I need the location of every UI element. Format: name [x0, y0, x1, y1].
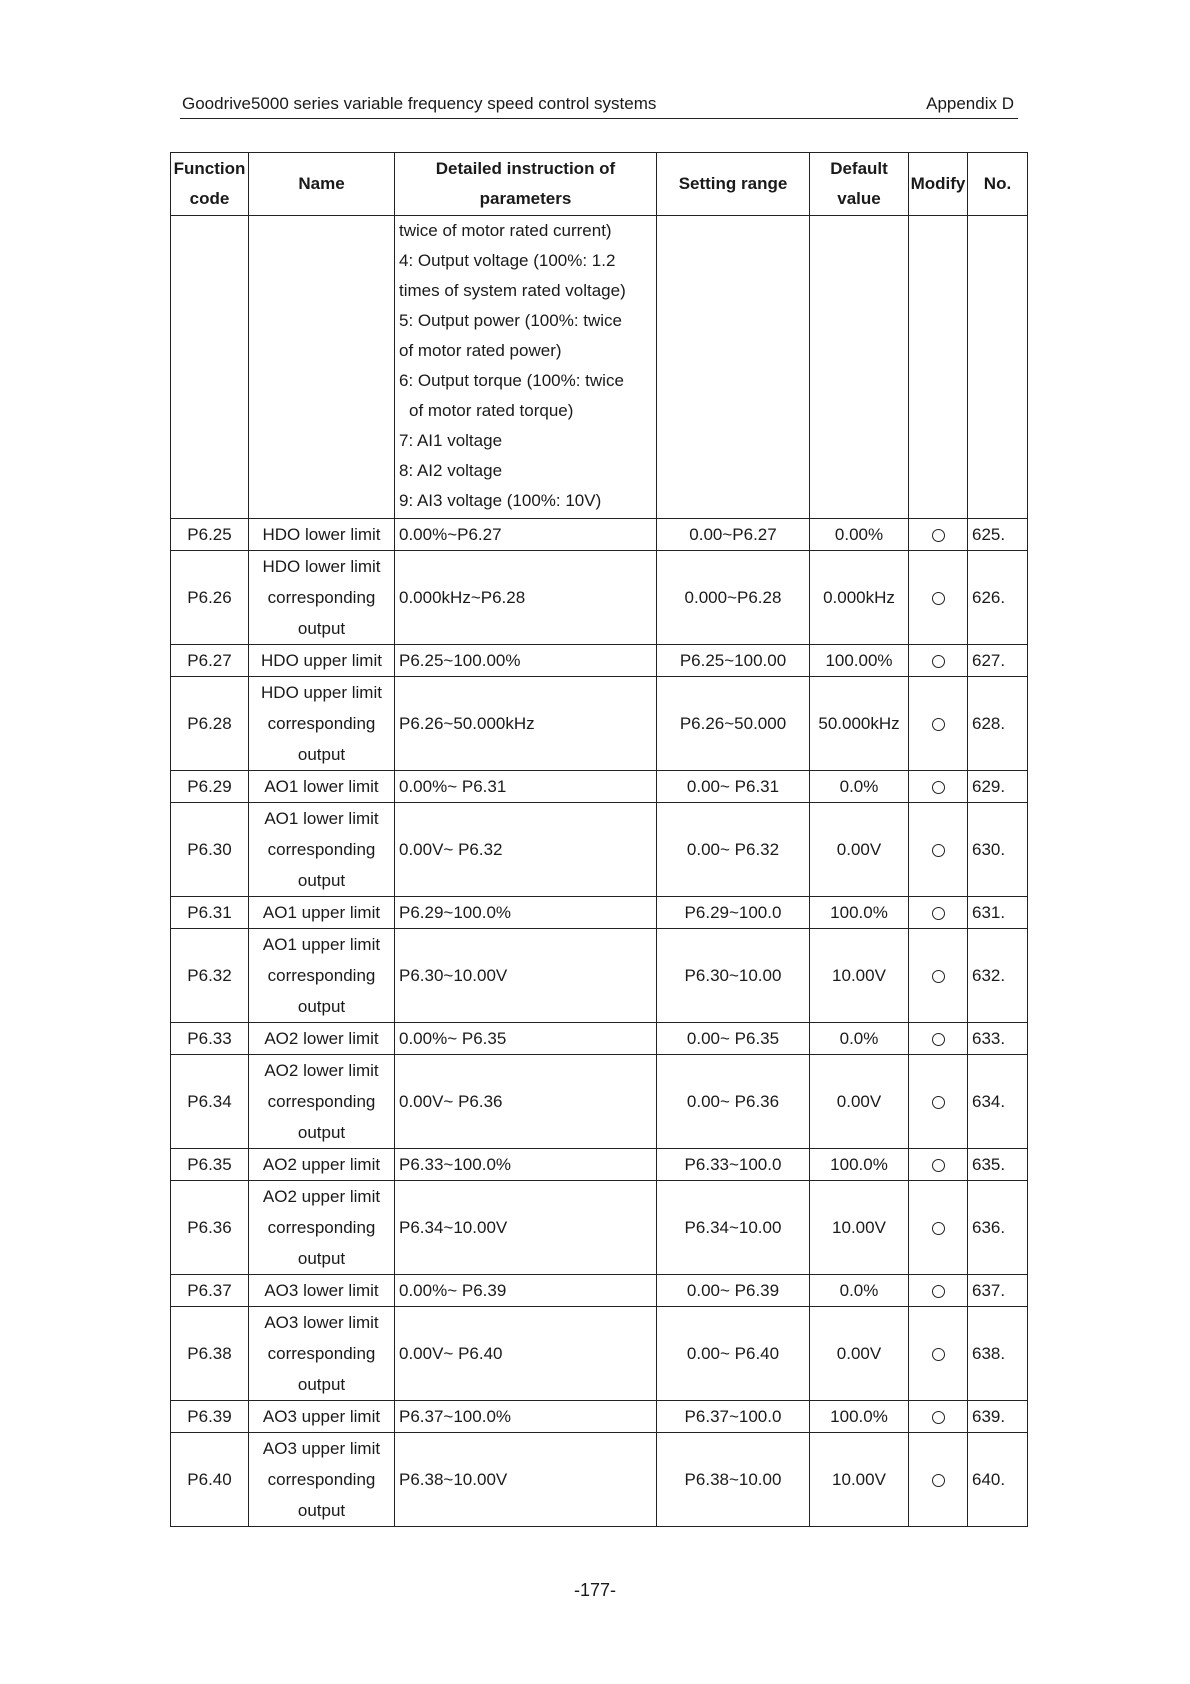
param-number: 635.	[968, 1149, 1028, 1181]
param-number: 639.	[968, 1401, 1028, 1433]
param-desc: P6.38~10.00V	[395, 1433, 657, 1527]
param-name: AO1 lower limit	[249, 771, 395, 803]
default-value: 0.00V	[810, 1307, 909, 1401]
param-desc: P6.37~100.0%	[395, 1401, 657, 1433]
table-row	[171, 677, 1028, 771]
param-number: 630.	[968, 803, 1028, 897]
setting-range: 0.00~ P6.35	[657, 1023, 810, 1055]
function-code: P6.38	[171, 1307, 249, 1401]
setting-range: 0.00~ P6.40	[657, 1307, 810, 1401]
modify-cell	[909, 1307, 968, 1401]
table-row	[171, 1307, 1028, 1401]
param-desc: 0.00%~ P6.31	[395, 771, 657, 803]
setting-range: P6.34~10.00	[657, 1181, 810, 1275]
default-value: 0.00V	[810, 803, 909, 897]
function-code: P6.39	[171, 1401, 249, 1433]
setting-range: 0.00~ P6.31	[657, 771, 810, 803]
default-value: 0.00V	[810, 1055, 909, 1149]
param-number: 637.	[968, 1275, 1028, 1307]
param-name: HDO lower limit corresponding output	[249, 551, 395, 645]
param-desc: 0.00V~ P6.40	[395, 1307, 657, 1401]
function-code: P6.29	[171, 771, 249, 803]
setting-range: 0.00~ P6.39	[657, 1275, 810, 1307]
param-desc: P6.30~10.00V	[395, 929, 657, 1023]
param-desc: 0.00V~ P6.32	[395, 803, 657, 897]
param-name: HDO upper limit corresponding output	[249, 677, 395, 771]
param-desc: P6.29~100.0%	[395, 897, 657, 929]
table-row	[171, 1401, 1028, 1433]
param-name: HDO upper limit	[249, 645, 395, 677]
function-code: P6.34	[171, 1055, 249, 1149]
default-value: 10.00V	[810, 1433, 909, 1527]
modify-circle-icon	[932, 529, 945, 542]
setting-range: 0.000~P6.28	[657, 551, 810, 645]
modify-cell	[909, 929, 968, 1023]
setting-range: P6.37~100.0	[657, 1401, 810, 1433]
modify-circle-icon	[932, 1411, 945, 1424]
col-header-no: No.	[968, 153, 1028, 216]
modify-circle-icon	[932, 1033, 945, 1046]
setting-range: P6.25~100.00	[657, 645, 810, 677]
setting-range: 0.00~ P6.36	[657, 1055, 810, 1149]
table-row	[171, 897, 1028, 929]
modify-circle-icon	[932, 718, 945, 731]
param-desc: 0.00V~ P6.36	[395, 1055, 657, 1149]
table-row	[171, 1023, 1028, 1055]
modify-cell	[909, 771, 968, 803]
modify-circle-icon	[932, 844, 945, 857]
table-row	[171, 551, 1028, 645]
default-value: 0.0%	[810, 1023, 909, 1055]
param-name: AO2 lower limit	[249, 1023, 395, 1055]
param-name: AO1 upper limit corresponding output	[249, 929, 395, 1023]
function-code: P6.30	[171, 803, 249, 897]
param-name: AO3 upper limit corresponding output	[249, 1433, 395, 1527]
continuation-desc: twice of motor rated current) 4: Output voltage (100%: 1.2 times of system rated voltage) 5: Output power (100%: twice of motor rated power) 6: Output torque (100%: twice of motor rated torque) 7: AI1 voltage 8: AI2 voltage 9: AI3 voltage (100%: 10V)	[395, 216, 657, 519]
modify-cell	[909, 1023, 968, 1055]
header-section: Appendix D	[926, 94, 1014, 113]
page-header	[180, 92, 1018, 119]
param-number: 626.	[968, 551, 1028, 645]
modify-cell	[909, 1181, 968, 1275]
col-header-desc: Detailed instruction of parameters	[395, 153, 657, 216]
col-header-modify: Modify	[909, 153, 968, 216]
param-desc: P6.33~100.0%	[395, 1149, 657, 1181]
param-number: 640.	[968, 1433, 1028, 1527]
param-number: 632.	[968, 929, 1028, 1023]
function-code: P6.40	[171, 1433, 249, 1527]
modify-circle-icon	[932, 1096, 945, 1109]
function-code: P6.26	[171, 551, 249, 645]
function-code: P6.28	[171, 677, 249, 771]
setting-range: P6.29~100.0	[657, 897, 810, 929]
modify-circle-icon	[932, 655, 945, 668]
param-number: 628.	[968, 677, 1028, 771]
function-code: P6.25	[171, 519, 249, 551]
param-name: AO3 lower limit	[249, 1275, 395, 1307]
function-code: P6.33	[171, 1023, 249, 1055]
modify-circle-icon	[932, 970, 945, 983]
modify-circle-icon	[932, 592, 945, 605]
default-value: 10.00V	[810, 1181, 909, 1275]
param-desc: 0.00%~ P6.35	[395, 1023, 657, 1055]
param-name: AO1 lower limit corresponding output	[249, 803, 395, 897]
default-value: 0.00%	[810, 519, 909, 551]
param-desc: 0.000kHz~P6.28	[395, 551, 657, 645]
table-row	[171, 771, 1028, 803]
table-row	[171, 929, 1028, 1023]
param-name: AO1 upper limit	[249, 897, 395, 929]
setting-range: 0.00~P6.27	[657, 519, 810, 551]
modify-cell	[909, 1401, 968, 1433]
modify-cell	[909, 897, 968, 929]
param-number: 634.	[968, 1055, 1028, 1149]
default-value: 100.0%	[810, 897, 909, 929]
param-number: 631.	[968, 897, 1028, 929]
param-desc: P6.26~50.000kHz	[395, 677, 657, 771]
param-name: AO3 lower limit corresponding output	[249, 1307, 395, 1401]
table-row	[171, 1181, 1028, 1275]
param-number: 638.	[968, 1307, 1028, 1401]
page-number: -177-	[573, 1580, 617, 1600]
header-title: Goodrive5000 series variable frequency speed control systems	[182, 94, 657, 113]
modify-cell	[909, 519, 968, 551]
default-value: 0.0%	[810, 1275, 909, 1307]
table-row	[171, 1055, 1028, 1149]
function-code: P6.36	[171, 1181, 249, 1275]
default-value: 100.0%	[810, 1401, 909, 1433]
table-row	[171, 1149, 1028, 1181]
parameter-table	[170, 152, 1028, 1527]
default-value: 0.0%	[810, 771, 909, 803]
param-number: 629.	[968, 771, 1028, 803]
setting-range: P6.33~100.0	[657, 1149, 810, 1181]
param-name: AO2 upper limit	[249, 1149, 395, 1181]
modify-cell	[909, 1433, 968, 1527]
continuation-row	[171, 216, 1028, 519]
modify-cell	[909, 1149, 968, 1181]
table-row	[171, 519, 1028, 551]
param-desc: P6.25~100.00%	[395, 645, 657, 677]
setting-range: 0.00~ P6.32	[657, 803, 810, 897]
modify-cell	[909, 645, 968, 677]
table-row	[171, 1433, 1028, 1527]
modify-circle-icon	[932, 1474, 945, 1487]
function-code: P6.35	[171, 1149, 249, 1181]
default-value: 50.000kHz	[810, 677, 909, 771]
table-row	[171, 1275, 1028, 1307]
table-header-row	[171, 153, 1028, 216]
param-name: HDO lower limit	[249, 519, 395, 551]
col-header-name: Name	[249, 153, 395, 216]
function-code: P6.27	[171, 645, 249, 677]
param-name: AO2 upper limit corresponding output	[249, 1181, 395, 1275]
modify-circle-icon	[932, 1159, 945, 1172]
function-code: P6.32	[171, 929, 249, 1023]
modify-circle-icon	[932, 1348, 945, 1361]
modify-cell	[909, 1275, 968, 1307]
function-code: P6.31	[171, 897, 249, 929]
modify-circle-icon	[932, 1222, 945, 1235]
param-desc: P6.34~10.00V	[395, 1181, 657, 1275]
table-row	[171, 645, 1028, 677]
modify-circle-icon	[932, 907, 945, 920]
default-value: 10.00V	[810, 929, 909, 1023]
table-row	[171, 803, 1028, 897]
setting-range: P6.30~10.00	[657, 929, 810, 1023]
modify-circle-icon	[932, 1285, 945, 1298]
col-header-code: Function code	[171, 153, 249, 216]
param-desc: 0.00%~P6.27	[395, 519, 657, 551]
modify-circle-icon	[932, 781, 945, 794]
param-number: 636.	[968, 1181, 1028, 1275]
setting-range: P6.26~50.000	[657, 677, 810, 771]
modify-cell	[909, 677, 968, 771]
param-name: AO3 upper limit	[249, 1401, 395, 1433]
param-name: AO2 lower limit corresponding output	[249, 1055, 395, 1149]
modify-cell	[909, 1055, 968, 1149]
col-header-range: Setting range	[657, 153, 810, 216]
default-value: 100.00%	[810, 645, 909, 677]
param-number: 633.	[968, 1023, 1028, 1055]
param-number: 627.	[968, 645, 1028, 677]
function-code: P6.37	[171, 1275, 249, 1307]
default-value: 0.000kHz	[810, 551, 909, 645]
default-value: 100.0%	[810, 1149, 909, 1181]
modify-cell	[909, 551, 968, 645]
col-header-default: Default value	[810, 153, 909, 216]
param-desc: 0.00%~ P6.39	[395, 1275, 657, 1307]
setting-range: P6.38~10.00	[657, 1433, 810, 1527]
param-number: 625.	[968, 519, 1028, 551]
modify-cell	[909, 803, 968, 897]
